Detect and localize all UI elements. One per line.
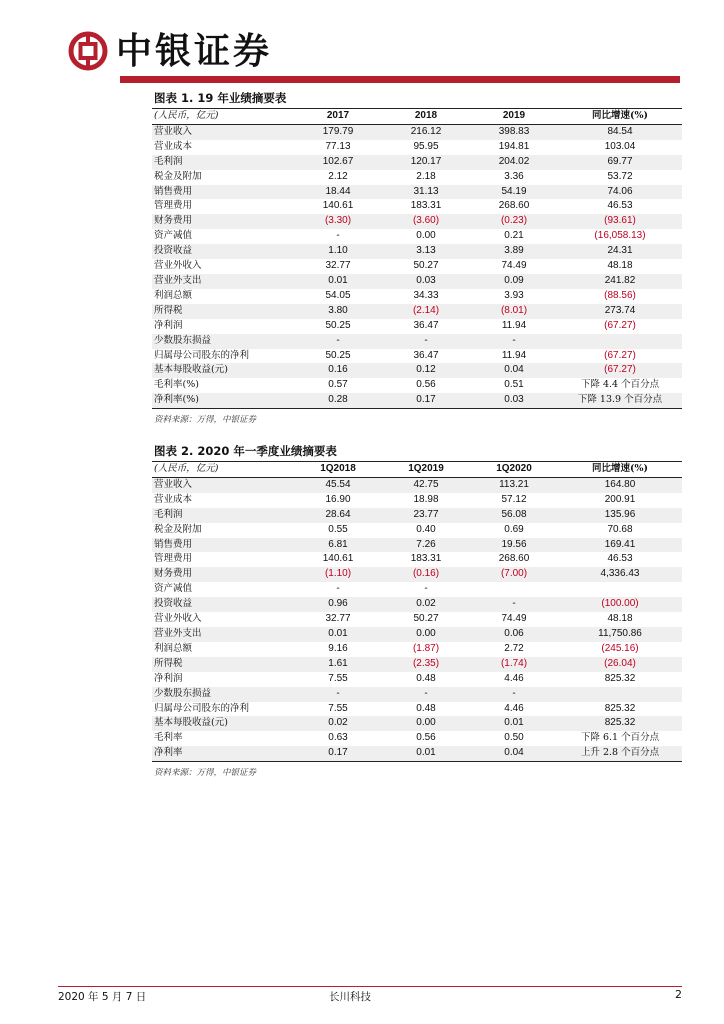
value-cell: 1.61	[294, 657, 382, 672]
table-row	[152, 538, 682, 553]
value-cell: 0.21	[504, 230, 524, 242]
value-cell: -	[382, 334, 470, 349]
row-label: 管理费用	[154, 200, 193, 212]
table-row	[152, 493, 682, 508]
row-label: 税金及附加	[154, 170, 202, 182]
table-row	[152, 274, 682, 289]
row-label: 归属母公司股东的净利	[154, 349, 250, 361]
value-cell: 0.02	[382, 597, 470, 612]
value-cell: -	[424, 583, 428, 595]
column-header: 2019	[470, 109, 558, 124]
row-label: 毛利率	[154, 732, 183, 744]
yoy-cell: 825.32	[558, 716, 682, 731]
value-cell: 50.25	[325, 319, 351, 331]
table2	[152, 462, 682, 762]
footer-company: 长川科技	[329, 991, 371, 1003]
table-row	[152, 582, 682, 597]
table-row	[152, 687, 682, 702]
value-cell: 0.02	[294, 716, 382, 731]
yoy-cell: 下降 4.4 个百分点	[580, 379, 660, 391]
value-cell: 3.13	[382, 244, 470, 259]
value-cell: 0.03	[470, 393, 558, 408]
row-label: 财务费用	[152, 567, 294, 582]
value-cell: 11.94	[501, 319, 527, 331]
value-cell: 18.44	[294, 185, 382, 200]
value-cell: 0.28	[294, 393, 382, 408]
row-label: 营业外支出	[152, 274, 294, 289]
table-row	[152, 229, 682, 244]
yoy-cell: 46.53	[607, 200, 633, 212]
value-cell: 113.21	[470, 477, 558, 492]
value-cell: 2.18	[416, 170, 436, 182]
bank-of-china-coin-icon	[68, 31, 108, 71]
row-label: 所得税	[152, 657, 294, 672]
yoy-cell: (67.27)	[604, 319, 636, 331]
value-cell: 0.06	[470, 627, 558, 642]
value-cell: 3.93	[504, 289, 524, 301]
row-label: 基本每股收益(元)	[152, 363, 294, 378]
yoy-cell: 11,750.86	[558, 627, 682, 642]
yoy-cell: 上升 2.8 个百分点	[558, 746, 682, 761]
table-row	[152, 567, 682, 582]
value-cell: 54.19	[470, 185, 558, 200]
table-row	[152, 477, 682, 492]
row-label: 投资收益	[152, 244, 294, 259]
yoy-cell: (26.04)	[558, 657, 682, 672]
value-cell: 6.81	[294, 538, 382, 553]
yoy-cell: 74.06	[558, 185, 682, 200]
yoy-cell: 84.54	[558, 124, 682, 139]
value-cell: 4.46	[504, 672, 524, 684]
value-cell: (3.30)	[294, 214, 382, 229]
value-cell: (8.01)	[470, 304, 558, 319]
table-header-row	[152, 462, 682, 477]
table-row	[152, 124, 682, 139]
row-label: 营业外收入	[154, 260, 202, 272]
table-row	[152, 597, 682, 612]
yoy-cell: (67.27)	[604, 349, 636, 361]
yoy-cell: 24.31	[558, 244, 682, 259]
value-cell: 140.61	[322, 553, 354, 565]
table-row	[152, 657, 682, 672]
footer-date: 2020 年 5 月 7 日	[58, 991, 147, 1003]
value-cell: (3.60)	[382, 214, 470, 229]
value-cell: 0.04	[470, 363, 558, 378]
value-cell: -	[470, 597, 558, 612]
row-label: 销售费用	[152, 538, 294, 553]
yoy-cell	[558, 687, 682, 702]
yoy-cell: 103.04	[604, 140, 636, 152]
table-row	[152, 319, 682, 334]
value-cell: 42.75	[382, 477, 470, 492]
table2-source: 资料来源：万得，中银证券	[154, 768, 257, 779]
value-cell: 57.12	[501, 493, 527, 505]
value-cell: 95.95	[413, 140, 439, 152]
table-row	[152, 185, 682, 200]
value-cell: 0.96	[294, 597, 382, 612]
value-cell: 0.17	[294, 746, 382, 761]
value-cell: 216.12	[382, 124, 470, 139]
table1-title: 图表 1. 19 年业绩摘要表	[154, 91, 287, 105]
brand-name: 中银证券	[116, 30, 273, 72]
value-cell: 18.98	[413, 493, 439, 505]
report-header	[0, 0, 724, 86]
value-cell: -	[294, 687, 382, 702]
value-cell: 7.55	[328, 702, 348, 714]
row-label: 净利润	[154, 672, 183, 684]
row-label: 毛利润	[152, 508, 294, 523]
table-row	[152, 702, 682, 717]
footer-rule	[58, 986, 682, 987]
row-label: 少数股东损益	[152, 334, 294, 349]
row-label: 投资收益	[152, 597, 294, 612]
yoy-cell: 825.32	[604, 702, 636, 714]
yoy-cell: 53.72	[607, 170, 633, 182]
row-label: 资产减值	[154, 583, 193, 595]
value-cell: 0.01	[294, 627, 382, 642]
value-cell: -	[470, 334, 558, 349]
header-rule	[120, 76, 680, 83]
row-label: 归属母公司股东的净利	[154, 702, 250, 714]
row-label: 管理费用	[154, 553, 193, 565]
table-row	[152, 642, 682, 657]
value-cell: 0.51	[504, 379, 524, 391]
value-cell: 36.47	[413, 349, 439, 361]
value-cell: 2.72	[504, 642, 524, 654]
column-header: 同比增速(%)	[558, 462, 682, 477]
value-cell: 32.77	[325, 260, 351, 272]
yoy-cell: 164.80	[558, 477, 682, 492]
row-label: 营业成本	[154, 140, 193, 152]
value-cell: 0.03	[382, 274, 470, 289]
value-cell: -	[382, 687, 470, 702]
value-cell: 56.08	[470, 508, 558, 523]
yoy-cell: (16,058.13)	[594, 230, 646, 242]
value-cell: 19.56	[470, 538, 558, 553]
table-row	[152, 523, 682, 538]
value-cell: (2.35)	[382, 657, 470, 672]
value-cell: 268.60	[498, 553, 530, 565]
value-cell: 50.27	[413, 260, 439, 272]
table-row	[152, 378, 682, 393]
column-header: 同比增速(%)	[558, 109, 682, 124]
value-cell: 0.12	[382, 363, 470, 378]
yoy-cell: 4,336.43	[558, 567, 682, 582]
value-cell: 11.94	[501, 349, 527, 361]
value-cell: 0.50	[504, 732, 524, 744]
yoy-cell: 48.18	[607, 613, 633, 625]
value-cell: -	[470, 687, 558, 702]
value-cell: 194.81	[498, 140, 530, 152]
value-cell: 31.13	[382, 185, 470, 200]
column-header: (人民币，亿元)	[152, 462, 294, 477]
yoy-cell: (93.61)	[558, 214, 682, 229]
value-cell: 34.33	[413, 289, 439, 301]
table-row	[152, 170, 682, 185]
table-row	[152, 289, 682, 304]
row-label: 利润总额	[154, 289, 193, 301]
yoy-cell: 169.41	[558, 538, 682, 553]
value-cell: 183.31	[410, 553, 442, 565]
yoy-cell: 825.32	[604, 672, 636, 684]
table2-section	[152, 443, 682, 778]
value-cell: 16.90	[325, 493, 351, 505]
value-cell: 0.00	[416, 230, 436, 242]
row-label: 毛利润	[152, 155, 294, 170]
yoy-cell: 135.96	[558, 508, 682, 523]
yoy-cell: (88.56)	[604, 289, 636, 301]
value-cell: 0.48	[416, 672, 436, 684]
table-row	[152, 731, 682, 746]
value-cell: 3.80	[294, 304, 382, 319]
yoy-cell: 273.74	[558, 304, 682, 319]
value-cell: 0.69	[504, 523, 524, 535]
value-cell: 50.25	[325, 349, 351, 361]
row-label: 销售费用	[152, 185, 294, 200]
value-cell: -	[336, 583, 340, 595]
value-cell: (1.87)	[412, 642, 440, 654]
value-cell: 102.67	[294, 155, 382, 170]
yoy-cell: 70.68	[607, 523, 633, 535]
column-header: 2018	[382, 109, 470, 124]
row-label: 净利率	[152, 746, 294, 761]
value-cell	[470, 582, 558, 597]
row-label: 营业外收入	[154, 613, 202, 625]
column-header: 2017	[294, 109, 382, 124]
value-cell: (7.00)	[470, 567, 558, 582]
value-cell: 32.77	[325, 613, 351, 625]
value-cell: 0.01	[294, 274, 382, 289]
row-label: 营业收入	[152, 124, 294, 139]
value-cell: 0.56	[416, 379, 436, 391]
value-cell: (0.23)	[470, 214, 558, 229]
value-cell: 179.79	[294, 124, 382, 139]
table-row	[152, 612, 682, 627]
row-label: 所得税	[152, 304, 294, 319]
row-label: 毛利率(%)	[154, 379, 199, 391]
table-row	[152, 244, 682, 259]
value-cell: 9.16	[328, 642, 348, 654]
table-row	[152, 199, 682, 214]
value-cell: (0.16)	[382, 567, 470, 582]
value-cell: 140.61	[322, 200, 354, 212]
table-row	[152, 393, 682, 408]
value-cell: (1.74)	[470, 657, 558, 672]
value-cell: 28.64	[294, 508, 382, 523]
value-cell: 45.54	[294, 477, 382, 492]
value-cell: 23.77	[382, 508, 470, 523]
table-row	[152, 363, 682, 378]
value-cell: 3.36	[504, 170, 524, 182]
value-cell: 77.13	[325, 140, 351, 152]
value-cell: 0.40	[416, 523, 436, 535]
table-row	[152, 746, 682, 761]
value-cell: 2.12	[328, 170, 348, 182]
yoy-cell: 46.53	[607, 553, 633, 565]
value-cell: 0.55	[328, 523, 348, 535]
value-cell: 1.10	[294, 244, 382, 259]
value-cell: 0.09	[470, 274, 558, 289]
table-header-row	[152, 109, 682, 124]
table-row	[152, 334, 682, 349]
table-row	[152, 552, 682, 567]
yoy-cell: 241.82	[558, 274, 682, 289]
table1-source: 资料来源：万得，中银证券	[154, 415, 257, 426]
value-cell: 183.31	[410, 200, 442, 212]
column-header: 1Q2018	[294, 462, 382, 477]
table-row	[152, 508, 682, 523]
value-cell: 54.05	[325, 289, 351, 301]
value-cell: 0.00	[382, 627, 470, 642]
yoy-cell: 下降 6.1 个百分点	[580, 732, 660, 744]
value-cell: 0.57	[328, 379, 348, 391]
value-cell: 0.04	[470, 746, 558, 761]
column-header: (人民币，亿元)	[152, 109, 294, 124]
value-cell: 7.26	[382, 538, 470, 553]
value-cell: 0.17	[382, 393, 470, 408]
value-cell: 50.27	[413, 613, 439, 625]
table2-title: 图表 2. 2020 年一季度业绩摘要表	[154, 444, 337, 458]
value-cell: 0.48	[416, 702, 436, 714]
row-label: 营业收入	[152, 477, 294, 492]
column-header: 1Q2020	[470, 462, 558, 477]
value-cell: 7.55	[328, 672, 348, 684]
table-row	[152, 304, 682, 319]
yoy-cell: 48.18	[607, 260, 633, 272]
yoy-cell: (245.16)	[601, 642, 639, 654]
value-cell: -	[336, 230, 340, 242]
table-row	[152, 259, 682, 274]
row-label: 营业外支出	[152, 627, 294, 642]
yoy-cell: (100.00)	[558, 597, 682, 612]
table-row	[152, 349, 682, 364]
row-label: 净利率(%)	[152, 393, 294, 408]
row-label: 净利润	[154, 319, 183, 331]
row-label: 基本每股收益(元)	[152, 716, 294, 731]
row-label: 利润总额	[154, 642, 193, 654]
yoy-cell: (67.27)	[558, 363, 682, 378]
value-cell: 0.01	[470, 716, 558, 731]
row-label: 少数股东损益	[152, 687, 294, 702]
value-cell: 398.83	[470, 124, 558, 139]
table1-section	[152, 90, 682, 425]
value-cell: 204.02	[470, 155, 558, 170]
value-cell: 36.47	[413, 319, 439, 331]
value-cell: 0.01	[382, 746, 470, 761]
table-row	[152, 214, 682, 229]
table-row	[152, 716, 682, 731]
value-cell: 3.89	[470, 244, 558, 259]
value-cell: 0.56	[416, 732, 436, 744]
yoy-cell	[558, 334, 682, 349]
table-row	[152, 155, 682, 170]
yoy-cell	[558, 582, 682, 597]
value-cell: 0.63	[328, 732, 348, 744]
value-cell: 268.60	[498, 200, 530, 212]
row-label: 营业成本	[154, 493, 193, 505]
column-header: 1Q2019	[382, 462, 470, 477]
table-row	[152, 140, 682, 155]
value-cell: -	[294, 334, 382, 349]
value-cell: (2.14)	[382, 304, 470, 319]
yoy-cell: 200.91	[604, 493, 636, 505]
table-row	[152, 627, 682, 642]
value-cell: 4.46	[504, 702, 524, 714]
row-label: 税金及附加	[154, 523, 202, 535]
page-number: 2	[675, 988, 682, 1001]
row-label: 资产减值	[154, 230, 193, 242]
value-cell: 74.49	[501, 260, 527, 272]
yoy-cell: 69.77	[558, 155, 682, 170]
table-row	[152, 672, 682, 687]
row-label: 财务费用	[152, 214, 294, 229]
value-cell: (1.10)	[294, 567, 382, 582]
value-cell: 0.00	[382, 716, 470, 731]
table1	[152, 109, 682, 409]
value-cell: 74.49	[501, 613, 527, 625]
yoy-cell: 下降 13.9 个百分点	[558, 393, 682, 408]
value-cell: 0.16	[294, 363, 382, 378]
value-cell: 120.17	[382, 155, 470, 170]
